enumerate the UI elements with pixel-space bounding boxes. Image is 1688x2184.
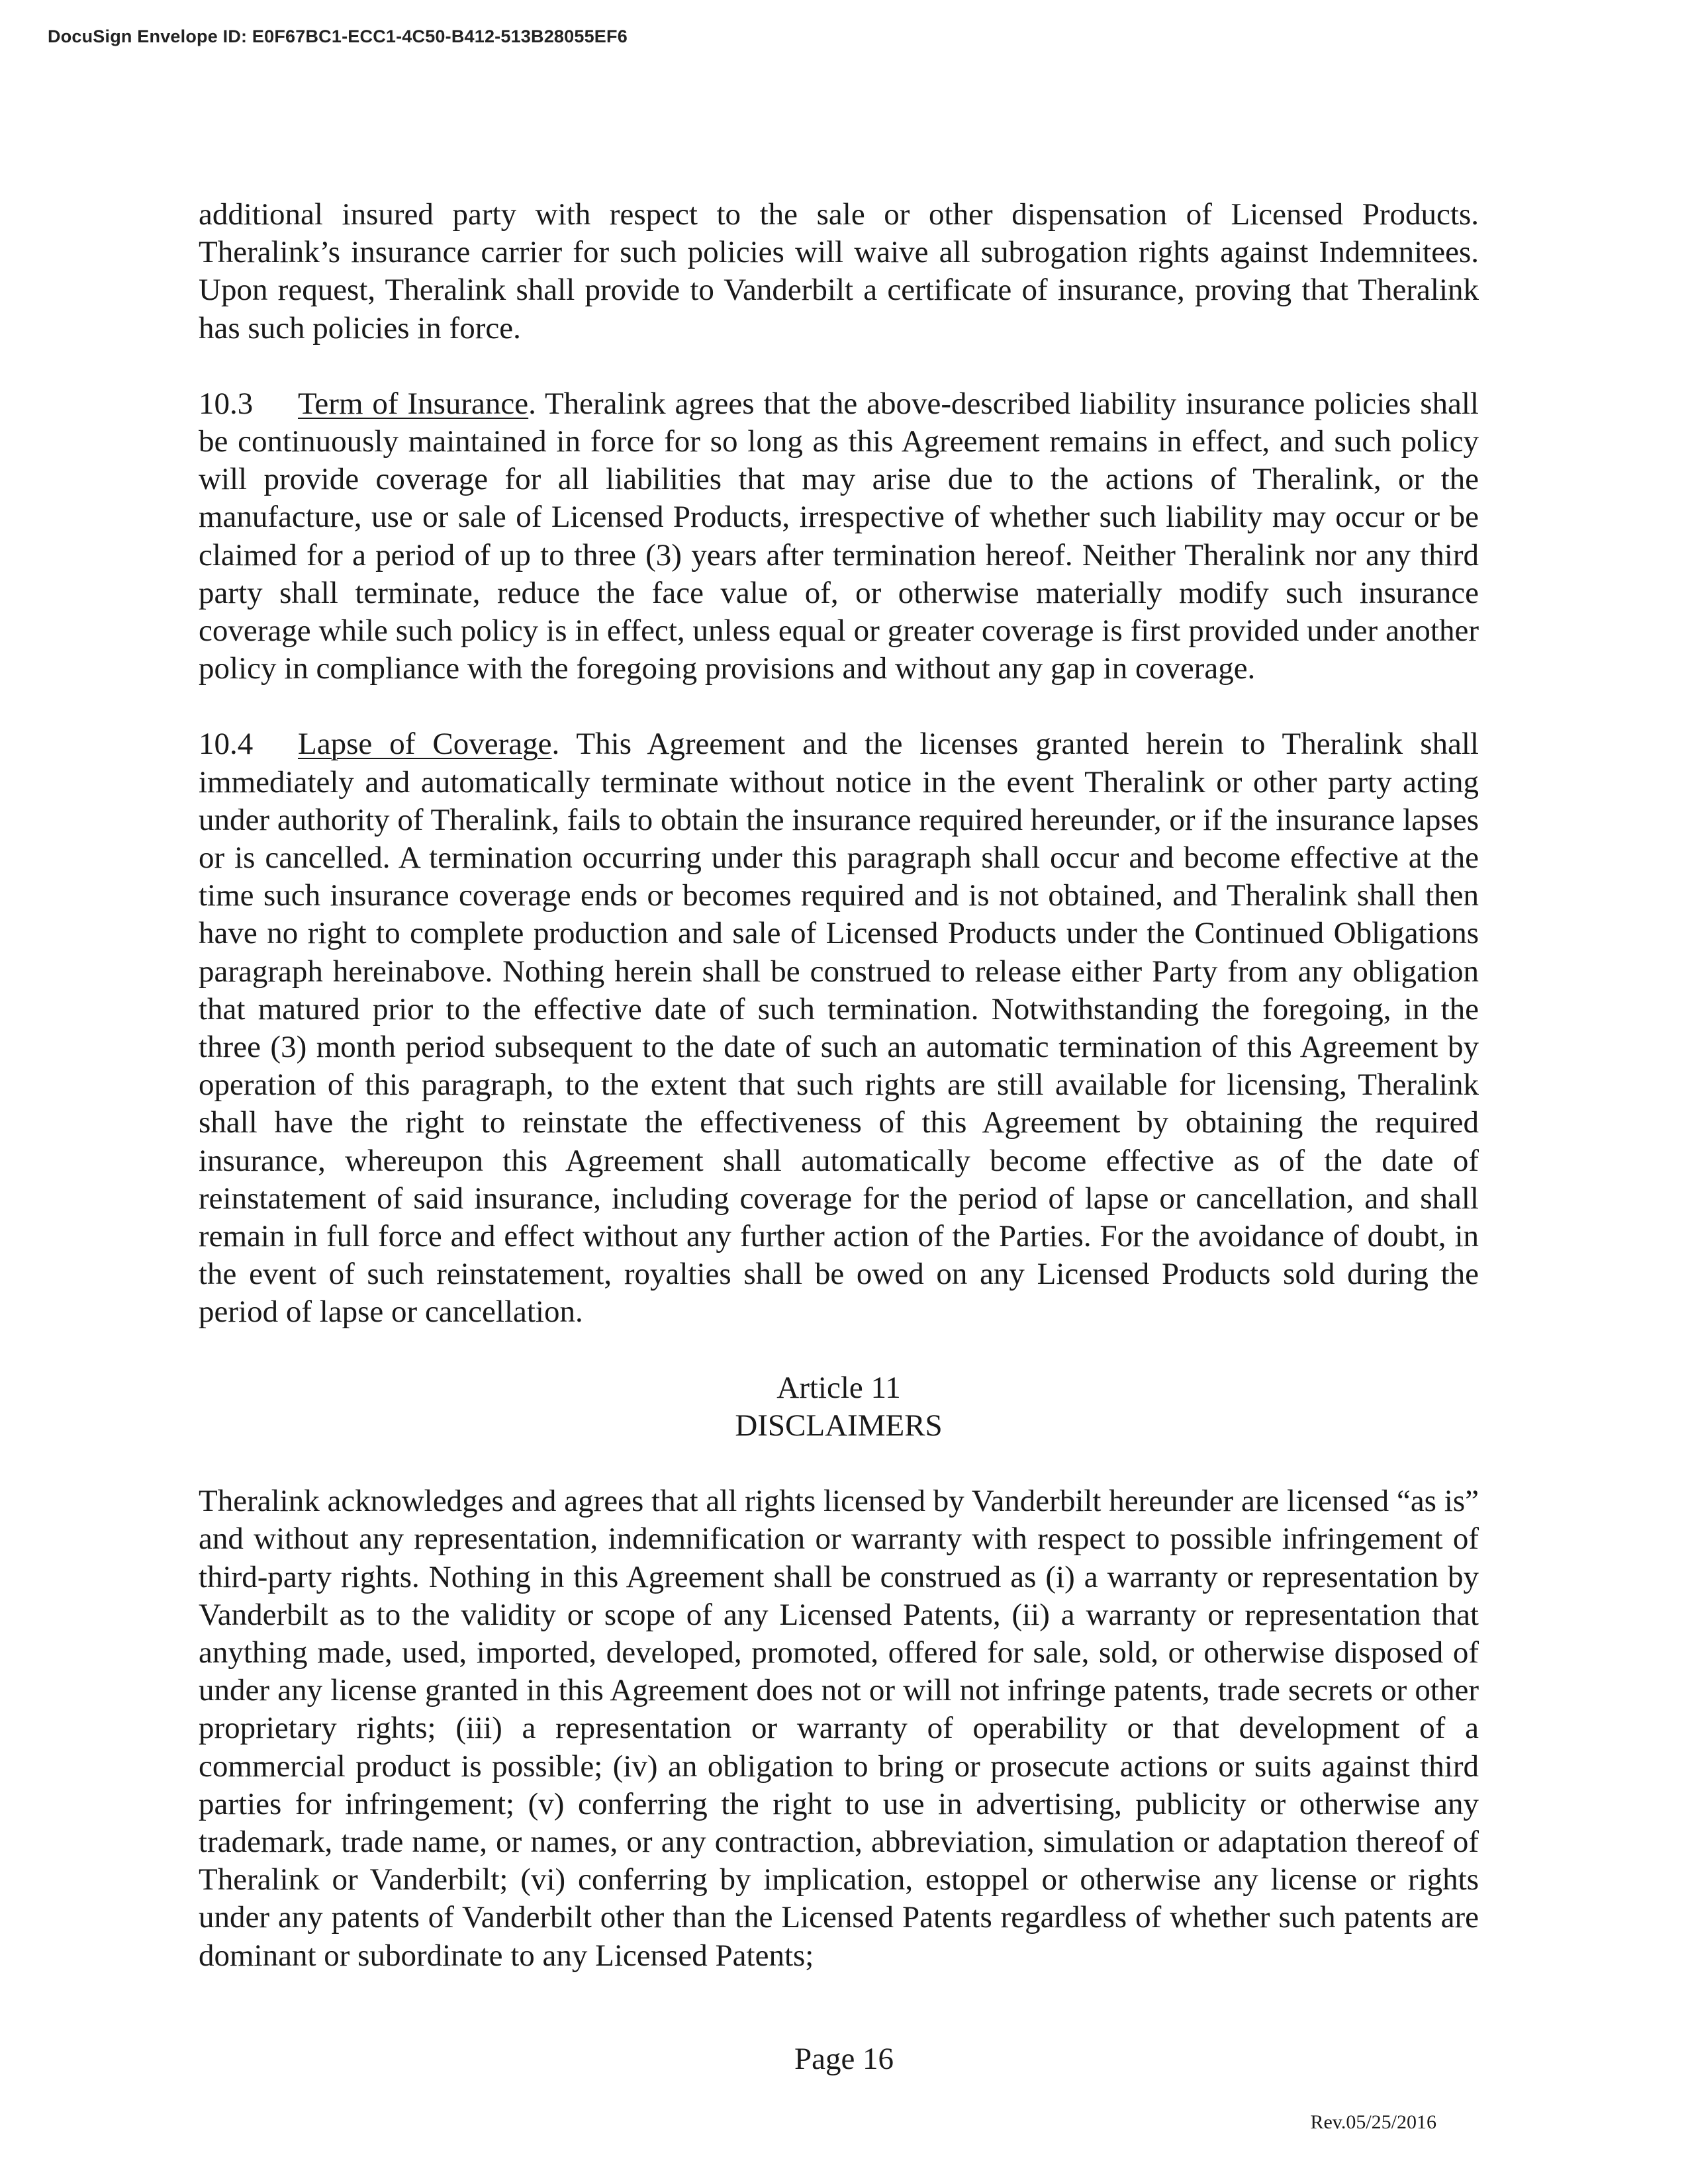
revision-date: Rev.05/25/2016 bbox=[1310, 2111, 1436, 2133]
disclaimers-paragraph: Theralink acknowledges and agrees that all rights licensed by Vanderbilt hereunder are licensed “as is” and without any representation, indemnification or warranty with respect to possible infringement of third-party rights. Nothing in this Agreement shall be construed as (i) a warranty or representation by Vanderbilt as to the validity or scope of any Licensed Patents, (ii) a warranty or representation that anything made, used, imported, developed, promoted, offered for sale, sold, or otherwise disposed of under any license granted in this Agreement does not or will not infringe patents, trade secrets or other proprietary rights; (iii) a representation or warranty of operability or that development of a commercial product is possible; (iv) an obligation to bring or prosecute actions or suits against third parties for infringement; (v) conferring the right to use in advertising, publicity or otherwise any trademark, trade name, or names, or any contraction, abbreviation, simulation or adaptation thereof of Theralink or Vanderbilt; (vi) conferring by implication, estoppel or otherwise any license or rights under any patents of Vanderbilt other than the Licensed Patents regardless of whether such patents are dominant or subordinate to any Licensed Patents; bbox=[199, 1484, 1479, 1973]
document-body bbox=[199, 196, 1479, 1975]
article-title: DISCLAIMERS bbox=[735, 1408, 943, 1443]
article-label: Article 11 bbox=[776, 1370, 901, 1405]
section-10-3-title: Term of Insurance bbox=[298, 386, 529, 421]
page-number: Page 16 bbox=[794, 2042, 894, 2076]
section-10-4-body: . This Agreement and the licenses granted herein to Theralink shall immediately and automatically terminate without notice in the event Theralink or other party acting under authority of Theralink, fails to obtain the insurance required hereunder, or if the insurance lapses or is cancelled. A termination occurring under this paragraph shall occur and become effective at the time such insurance coverage ends or becomes required and is not obtained, and Theralink shall then have no right to complete production and sale of Licensed Products under the Continued Obligations paragraph hereinabove. Nothing herein shall be construed to release either Party from any obligation that matured prior to the effective date of such termination. Notwithstanding the foregoing, in the three (3) month period subsequent to the date of such an automatic termination of this Agreement by operation of this paragraph, to the extent that such rights are still available for licensing, Theralink shall have the right to reinstate the effectiveness of this Agreement by obtaining the required insurance, whereupon this Agreement shall automatically become effective as of the date of reinstatement of said insurance, including coverage for the period of lapse or cancellation, and shall remain in full force and effect without any further action of the Parties. For the avoidance of doubt, in the event of such reinstatement, royalties shall be owed on any Licensed Products sold during the period of lapse or cancellation. bbox=[199, 727, 1479, 1330]
docusign-envelope-id: DocuSign Envelope ID: E0F67BC1-ECC1-4C50-B412-513B28055EF6 bbox=[48, 26, 628, 46]
section-10-3 bbox=[199, 385, 1479, 688]
section-10-4-title: Lapse of Coverage bbox=[298, 727, 552, 762]
intro-paragraph: additional insured party with respect to the sale or other dispensation of Licensed Products. Theralink’s insurance carrier for such policies will waive all subrogation rights against Indemnitees. Upon request, Theralink shall provide to Vanderbilt a certificate of insurance, proving that Theralink has such policies in force. bbox=[199, 197, 1479, 345]
section-10-3-number: 10.3 bbox=[199, 386, 254, 421]
section-10-4 bbox=[199, 725, 1479, 1331]
section-10-4-number: 10.4 bbox=[199, 727, 254, 762]
section-10-3-body: . Theralink agrees that the above-described liability insurance policies shall be continuously maintained in force for so long as this Agreement remains in effect, and such policy will provide coverage for all liabilities that may arise due to the actions of Theralink, or the manufacture, use or sale of Licensed Products, irrespective of whether such liability may occur or be claimed for a period of up to three (3) years after termination hereof. Neither Theralink nor any third party shall terminate, reduce the face value of, or otherwise materially modify such insurance coverage while such policy is in effect, unless equal or greater coverage is first provided under another policy in compliance with the foregoing provisions and without any gap in coverage. bbox=[199, 386, 1479, 686]
